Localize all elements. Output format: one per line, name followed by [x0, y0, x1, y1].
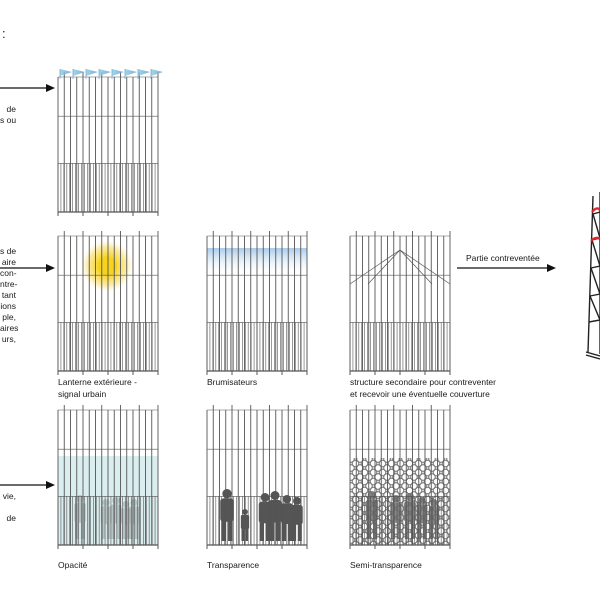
left-fragment-row1: de s ou — [0, 104, 17, 125]
person-silhouette — [281, 495, 293, 541]
panel-structure — [350, 231, 450, 375]
panel-flags — [58, 69, 163, 216]
caption-lanterne: Lanterne extérieure - signal urbain — [58, 377, 137, 399]
flag-shape — [112, 69, 124, 76]
caption-brumisateurs: Brumisateurs — [207, 377, 258, 387]
flag-shape — [60, 69, 72, 76]
arrow-row2 — [0, 264, 55, 272]
arrow-contreventee — [457, 264, 556, 272]
flag-shape — [125, 69, 137, 76]
caption-semi: Semi-transparence — [350, 560, 422, 570]
caption-structure: structure secondaire pour contreventer et recevoir une éventuelle couverture — [350, 377, 496, 399]
roof-brace — [368, 250, 400, 284]
panel-semi — [350, 405, 450, 549]
caption-opacite: Opacité — [58, 560, 88, 570]
flag-shape — [86, 69, 98, 76]
flag-shape — [151, 69, 163, 76]
tower-sketch — [586, 192, 600, 359]
roof-brace — [400, 250, 432, 284]
panel-transparence — [207, 405, 307, 549]
panel-opacite — [58, 405, 158, 549]
label-partie-contreventee: Partie contreventée — [466, 253, 540, 263]
panel-brumisateurs — [207, 231, 307, 375]
arrow-row3 — [0, 481, 55, 489]
left-fragment-row3: vie, de — [2, 491, 16, 523]
corner-mark: : — [2, 26, 6, 41]
person-silhouette — [269, 491, 282, 541]
flag-shape — [138, 69, 150, 76]
caption-transparence: Transparence — [207, 560, 260, 570]
panel-lanterne — [58, 231, 158, 375]
arrow-row1 — [0, 84, 55, 92]
left-fragment-row2: s de aire con- ntre- tant ions ple, aires urs, — [0, 246, 19, 344]
flag-shape — [99, 69, 111, 76]
